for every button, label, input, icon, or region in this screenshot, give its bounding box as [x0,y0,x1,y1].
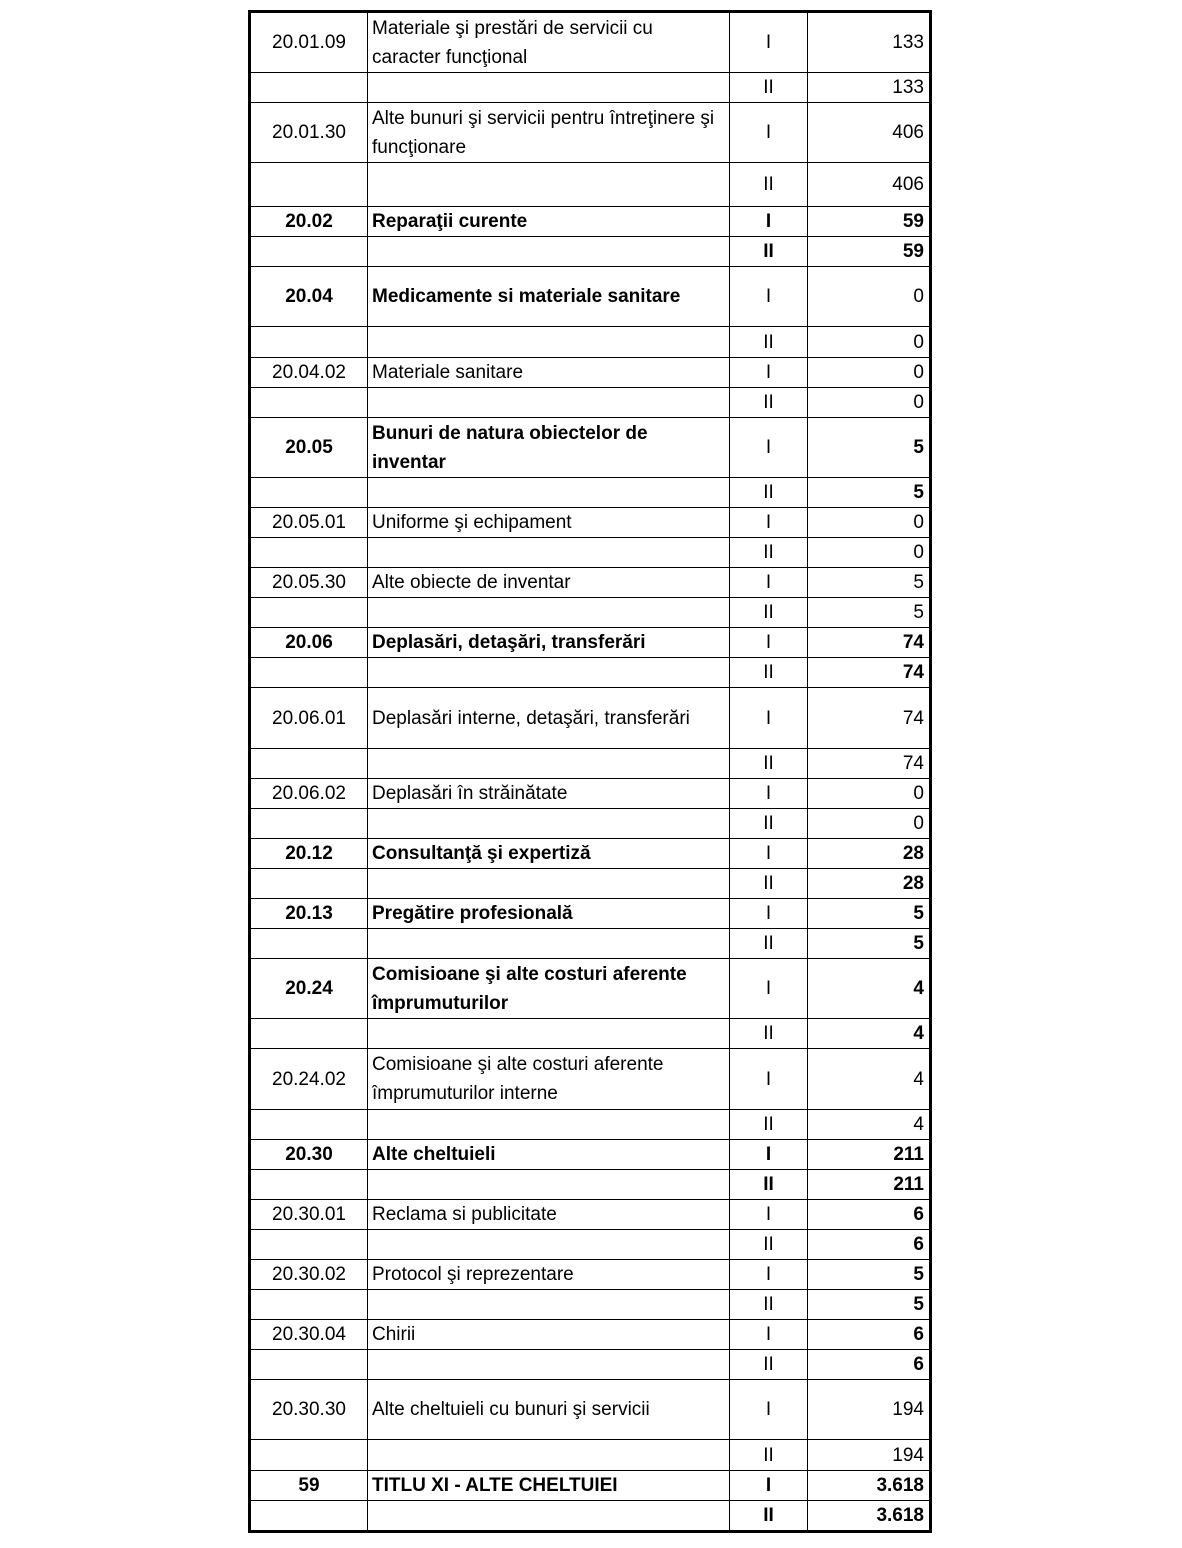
table-row [250,1290,931,1320]
cell-description: Deplasări interne, detaşări, transferări [368,688,730,749]
cell-value: 4 [808,959,931,1019]
cell-value: 4 [808,1049,931,1110]
cell-value: 0 [808,508,931,538]
cell-description: Comisioane şi alte costuri aferente împrumuturilor interne [368,1049,730,1110]
table-row [250,1200,931,1230]
cell-quarter: II [730,478,808,508]
cell-quarter: I [730,839,808,869]
budget-table [248,10,932,1533]
table-row [250,899,931,929]
cell-description [368,1110,730,1140]
table-row [250,688,931,749]
cell-code [250,73,368,103]
cell-code: 20.04 [250,267,368,327]
cell-description: Materiale sanitare [368,358,730,388]
table-row [250,628,931,658]
cell-code [250,1290,368,1320]
cell-value: 5 [808,418,931,478]
cell-value: 194 [808,1380,931,1440]
cell-code: 20.24.02 [250,1049,368,1110]
cell-quarter: I [730,267,808,327]
cell-value: 28 [808,869,931,899]
table-row [250,237,931,267]
budget-table-page [248,10,929,1533]
table-row [250,809,931,839]
table-row [250,163,931,207]
cell-value: 6 [808,1350,931,1380]
cell-description: Chirii [368,1320,730,1350]
cell-quarter: II [730,1230,808,1260]
cell-quarter: II [730,869,808,899]
cell-quarter: II [730,1019,808,1049]
cell-code [250,1170,368,1200]
cell-code: 20.05.30 [250,568,368,598]
cell-description [368,478,730,508]
cell-value: 5 [808,1260,931,1290]
cell-quarter: II [730,929,808,959]
cell-quarter: II [730,1110,808,1140]
cell-description: Reparaţii curente [368,207,730,237]
table-row [250,839,931,869]
cell-quarter: II [730,538,808,568]
cell-description: Deplasări, detaşări, transferări [368,628,730,658]
cell-description [368,809,730,839]
table-row [250,1501,931,1532]
cell-quarter: I [730,779,808,809]
cell-code [250,1350,368,1380]
cell-quarter: II [730,1170,808,1200]
cell-code: 20.01.30 [250,103,368,163]
cell-quarter: II [730,1440,808,1471]
cell-description [368,1290,730,1320]
budget-table-body [250,12,931,1532]
table-row [250,1440,931,1471]
cell-quarter: I [730,207,808,237]
cell-quarter: I [730,568,808,598]
cell-value: 133 [808,73,931,103]
table-row [250,1019,931,1049]
cell-description [368,1230,730,1260]
cell-value: 211 [808,1170,931,1200]
table-row [250,358,931,388]
table-row [250,959,931,1019]
cell-description [368,163,730,207]
cell-description: Reclama si publicitate [368,1200,730,1230]
table-row [250,568,931,598]
cell-quarter: II [730,73,808,103]
cell-code [250,237,368,267]
cell-code: 20.13 [250,899,368,929]
cell-value: 6 [808,1200,931,1230]
cell-code: 20.30.04 [250,1320,368,1350]
cell-value: 74 [808,628,931,658]
table-row [250,388,931,418]
cell-code: 20.30.01 [250,1200,368,1230]
cell-value: 6 [808,1320,931,1350]
cell-code [250,1501,368,1532]
table-row [250,1320,931,1350]
cell-description [368,598,730,628]
cell-value: 4 [808,1110,931,1140]
cell-code [250,1230,368,1260]
cell-value: 74 [808,658,931,688]
cell-value: 0 [808,779,931,809]
table-row [250,779,931,809]
cell-code [250,929,368,959]
cell-code [250,1440,368,1471]
cell-quarter: I [730,1471,808,1501]
table-row [250,538,931,568]
table-row [250,749,931,779]
cell-code: 20.06 [250,628,368,658]
cell-quarter: I [730,1200,808,1230]
cell-description [368,1440,730,1471]
cell-code: 20.30 [250,1140,368,1170]
cell-value: 0 [808,809,931,839]
cell-quarter: I [730,508,808,538]
cell-value: 133 [808,12,931,73]
table-row [250,418,931,478]
cell-quarter: II [730,1501,808,1532]
table-row [250,12,931,73]
cell-description: Pregătire profesională [368,899,730,929]
cell-value: 0 [808,388,931,418]
cell-description [368,388,730,418]
table-row [250,658,931,688]
cell-value: 211 [808,1140,931,1170]
cell-quarter: I [730,12,808,73]
table-row [250,869,931,899]
cell-quarter: I [730,358,808,388]
cell-quarter: II [730,658,808,688]
cell-description: Alte cheltuieli [368,1140,730,1170]
table-row [250,1350,931,1380]
cell-value: 0 [808,327,931,358]
cell-description [368,237,730,267]
cell-description [368,1501,730,1532]
table-row [250,929,931,959]
cell-value: 406 [808,103,931,163]
cell-description: Consultanţă şi expertiză [368,839,730,869]
cell-value: 59 [808,207,931,237]
cell-code [250,809,368,839]
cell-quarter: I [730,899,808,929]
cell-value: 59 [808,237,931,267]
cell-value: 28 [808,839,931,869]
cell-quarter: I [730,418,808,478]
cell-description [368,1170,730,1200]
cell-code: 20.30.30 [250,1380,368,1440]
cell-quarter: I [730,1320,808,1350]
table-row [250,1170,931,1200]
cell-code: 20.01.09 [250,12,368,73]
table-row [250,478,931,508]
cell-value: 5 [808,899,931,929]
cell-description [368,73,730,103]
cell-description [368,538,730,568]
cell-value: 74 [808,749,931,779]
table-row [250,1110,931,1140]
table-row [250,1049,931,1110]
cell-quarter: II [730,388,808,418]
table-row [250,1380,931,1440]
cell-description [368,1019,730,1049]
cell-code [250,388,368,418]
cell-value: 5 [808,478,931,508]
cell-quarter: I [730,1049,808,1110]
cell-value: 0 [808,538,931,568]
cell-quarter: II [730,809,808,839]
table-row [250,1471,931,1501]
cell-value: 194 [808,1440,931,1471]
cell-description: Protocol şi reprezentare [368,1260,730,1290]
cell-value: 4 [808,1019,931,1049]
table-row [250,508,931,538]
cell-description [368,1350,730,1380]
table-row [250,207,931,237]
cell-description: Uniforme şi echipament [368,508,730,538]
cell-description: Bunuri de natura obiectelor de inventar [368,418,730,478]
cell-value: 406 [808,163,931,207]
table-row [250,327,931,358]
cell-code [250,598,368,628]
cell-code: 20.05.01 [250,508,368,538]
cell-quarter: I [730,959,808,1019]
cell-value: 0 [808,267,931,327]
cell-quarter: II [730,237,808,267]
cell-value: 3.618 [808,1471,931,1501]
cell-quarter: I [730,628,808,658]
cell-quarter: I [730,688,808,749]
cell-value: 6 [808,1230,931,1260]
table-row [250,1140,931,1170]
cell-quarter: II [730,1350,808,1380]
cell-code [250,538,368,568]
cell-value: 74 [808,688,931,749]
cell-code [250,658,368,688]
cell-description: Comisioane şi alte costuri aferente împrumuturilor [368,959,730,1019]
cell-code: 20.12 [250,839,368,869]
cell-description [368,749,730,779]
cell-code [250,869,368,899]
cell-description [368,869,730,899]
cell-code [250,749,368,779]
cell-description: Alte cheltuieli cu bunuri şi servicii [368,1380,730,1440]
cell-quarter: II [730,327,808,358]
cell-quarter: II [730,749,808,779]
cell-code: 20.30.02 [250,1260,368,1290]
cell-code: 20.02 [250,207,368,237]
cell-description: Deplasări în străinătate [368,779,730,809]
table-row [250,103,931,163]
cell-value: 5 [808,598,931,628]
cell-code [250,1110,368,1140]
cell-value: 3.618 [808,1501,931,1532]
table-row [250,1230,931,1260]
cell-description [368,929,730,959]
cell-value: 5 [808,568,931,598]
cell-description: Alte obiecte de inventar [368,568,730,598]
cell-quarter: I [730,1380,808,1440]
cell-value: 5 [808,1290,931,1320]
cell-quarter: II [730,163,808,207]
cell-quarter: I [730,103,808,163]
cell-value: 0 [808,358,931,388]
table-row [250,598,931,628]
cell-description [368,658,730,688]
cell-code: 20.24 [250,959,368,1019]
cell-code [250,1019,368,1049]
cell-description: Alte bunuri şi servicii pentru întreţinere şi funcţionare [368,103,730,163]
cell-code: 59 [250,1471,368,1501]
cell-code [250,163,368,207]
cell-description: Medicamente si materiale sanitare [368,267,730,327]
cell-quarter: II [730,598,808,628]
cell-code: 20.05 [250,418,368,478]
table-row [250,267,931,327]
cell-code: 20.04.02 [250,358,368,388]
cell-code [250,478,368,508]
cell-code [250,327,368,358]
cell-value: 5 [808,929,931,959]
cell-quarter: I [730,1260,808,1290]
table-row [250,73,931,103]
cell-quarter: I [730,1140,808,1170]
cell-quarter: II [730,1290,808,1320]
cell-description: TITLU XI - ALTE CHELTUIEI [368,1471,730,1501]
cell-description [368,327,730,358]
table-row [250,1260,931,1290]
cell-code: 20.06.02 [250,779,368,809]
cell-code: 20.06.01 [250,688,368,749]
cell-description: Materiale şi prestări de servicii cu caracter funcţional [368,12,730,73]
